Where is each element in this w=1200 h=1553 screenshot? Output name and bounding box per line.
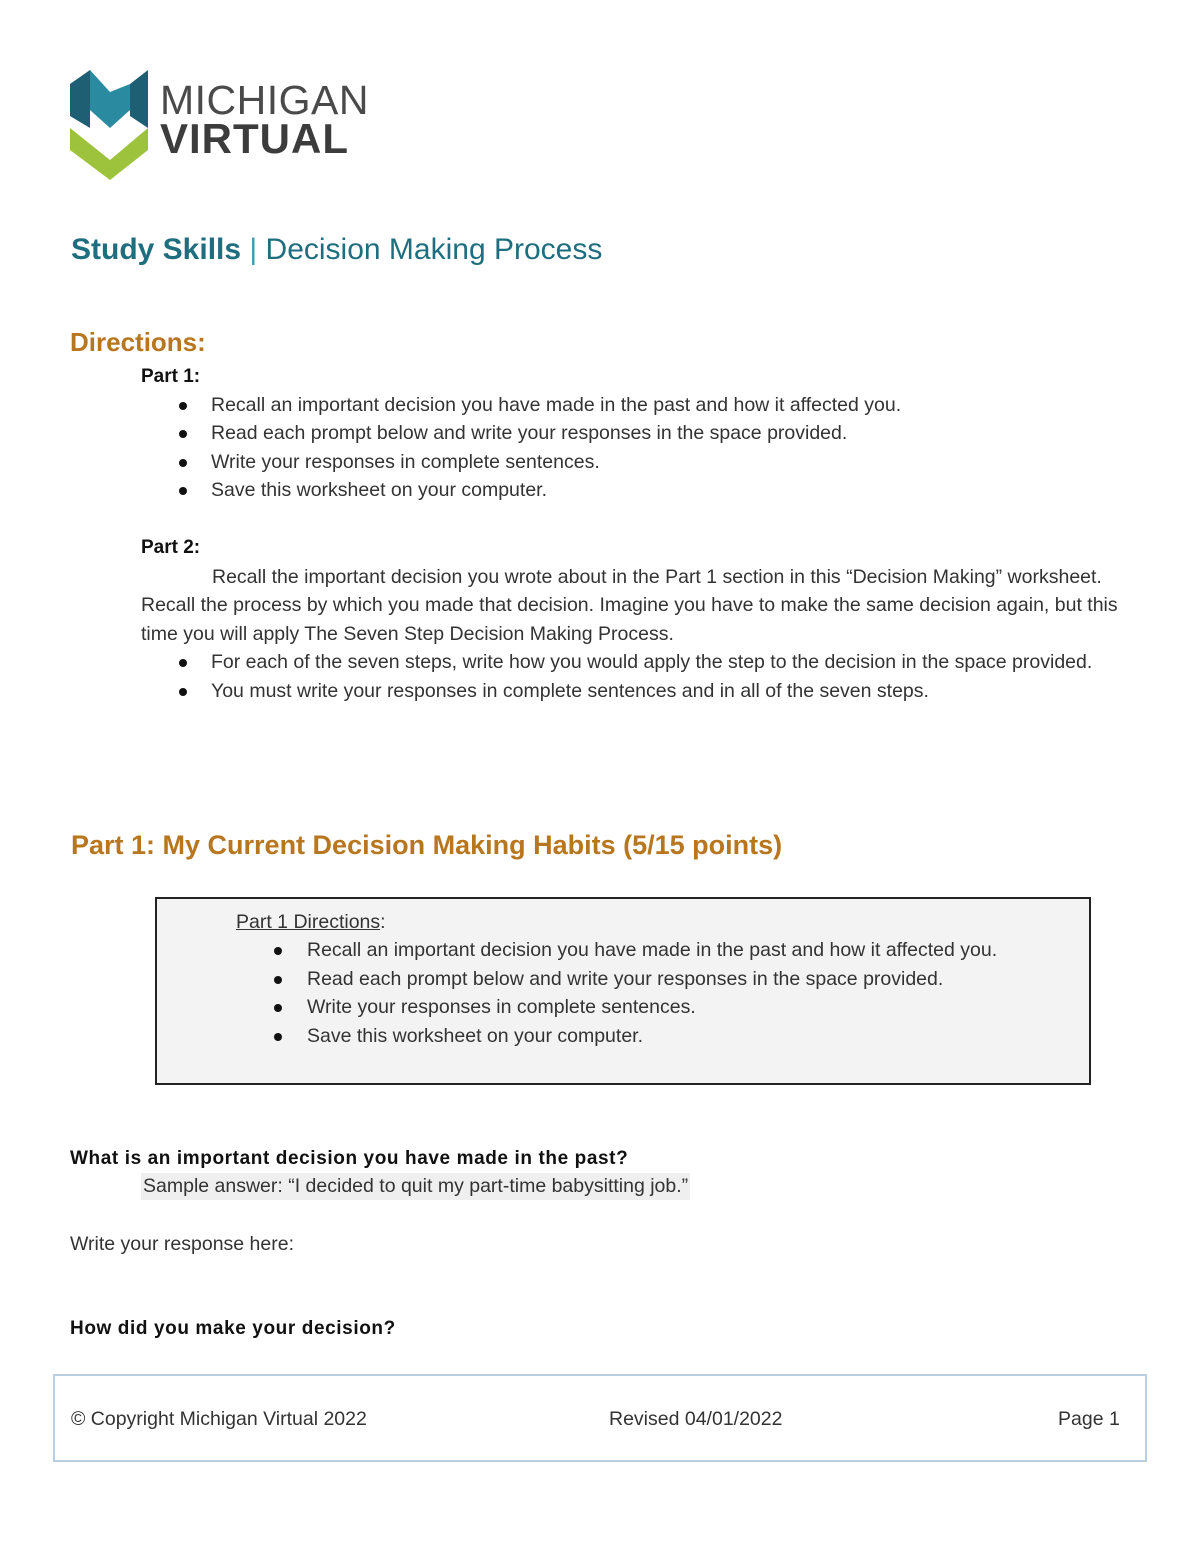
response-label: Write your response here: — [70, 1233, 294, 1255]
box-title-text: Part 1 Directions — [236, 911, 381, 933]
part1-label: Part 1: — [141, 366, 201, 387]
box-title-colon: : — [380, 911, 386, 933]
logo-chevron-green — [70, 128, 148, 180]
part1-heading: Part 1: My Current Decision Making Habits (5/15 points) — [71, 830, 783, 860]
logo-text-michigan: MICHIGAN — [160, 77, 369, 123]
question-1: What is an important decision you have made in the past? — [70, 1148, 629, 1169]
list-item: Read each prompt below and write your responses in the space provided. — [236, 965, 1086, 994]
part1-list — [141, 391, 1131, 505]
page-title — [71, 232, 602, 268]
footer-copyright: © Copyright Michigan Virtual 2022 — [71, 1408, 367, 1430]
response-area[interactable] — [70, 1258, 1130, 1308]
title-topic: Decision Making Process — [265, 233, 603, 266]
title-course: Study Skills — [71, 233, 242, 266]
footer-revised-date: Revised 04/01/2022 — [609, 1408, 783, 1430]
part2-directions — [141, 536, 1131, 705]
logo-left-pillar — [70, 70, 90, 128]
list-item: Write your responses in complete sentences. — [236, 993, 1086, 1022]
box-list — [236, 936, 1086, 1050]
logo-text-virtual: VIRTUAL — [160, 115, 349, 162]
list-item: Save this worksheet on your computer. — [236, 1022, 1086, 1051]
question-2: How did you make your decision? — [70, 1318, 396, 1339]
logo-chevron-blue — [90, 70, 130, 128]
list-item: Save this worksheet on your computer. — [141, 476, 1131, 504]
list-item: Read each prompt below and write your responses in the space provided. — [141, 419, 1131, 447]
footer-page-number: Page 1 — [1058, 1408, 1120, 1430]
part2-paragraph: Recall the important decision you wrote about in the Part 1 section in this “Decision Making” worksheet. Recall the process by which you made that decision. Imagine you have to make the same decision again, but this time you will apply The Seven Step Decision Making Process. — [141, 566, 1118, 645]
sample-answer: Sample answer: “I decided to quit my part-time babysitting job.” — [141, 1173, 690, 1200]
logo-right-pillar — [130, 70, 148, 128]
list-item: Recall an important decision you have made in the past and how it affected you. — [236, 936, 1086, 965]
part2-list — [141, 648, 1131, 705]
list-item: For each of the seven steps, write how you would apply the step to the decision in the space provided. — [141, 648, 1131, 676]
directions-heading: Directions: — [70, 327, 206, 357]
list-item: Recall an important decision you have made in the past and how it affected you. — [141, 391, 1131, 419]
list-item: Write your responses in complete sentences. — [141, 448, 1131, 476]
box-title — [236, 908, 386, 936]
box-list-container — [236, 936, 1086, 1050]
list-item: You must write your responses in complete sentences and in all of the seven steps. — [141, 677, 1131, 705]
part1-directions — [141, 365, 1131, 505]
title-separator: | — [249, 233, 258, 266]
part2-label: Part 2: — [141, 537, 201, 558]
